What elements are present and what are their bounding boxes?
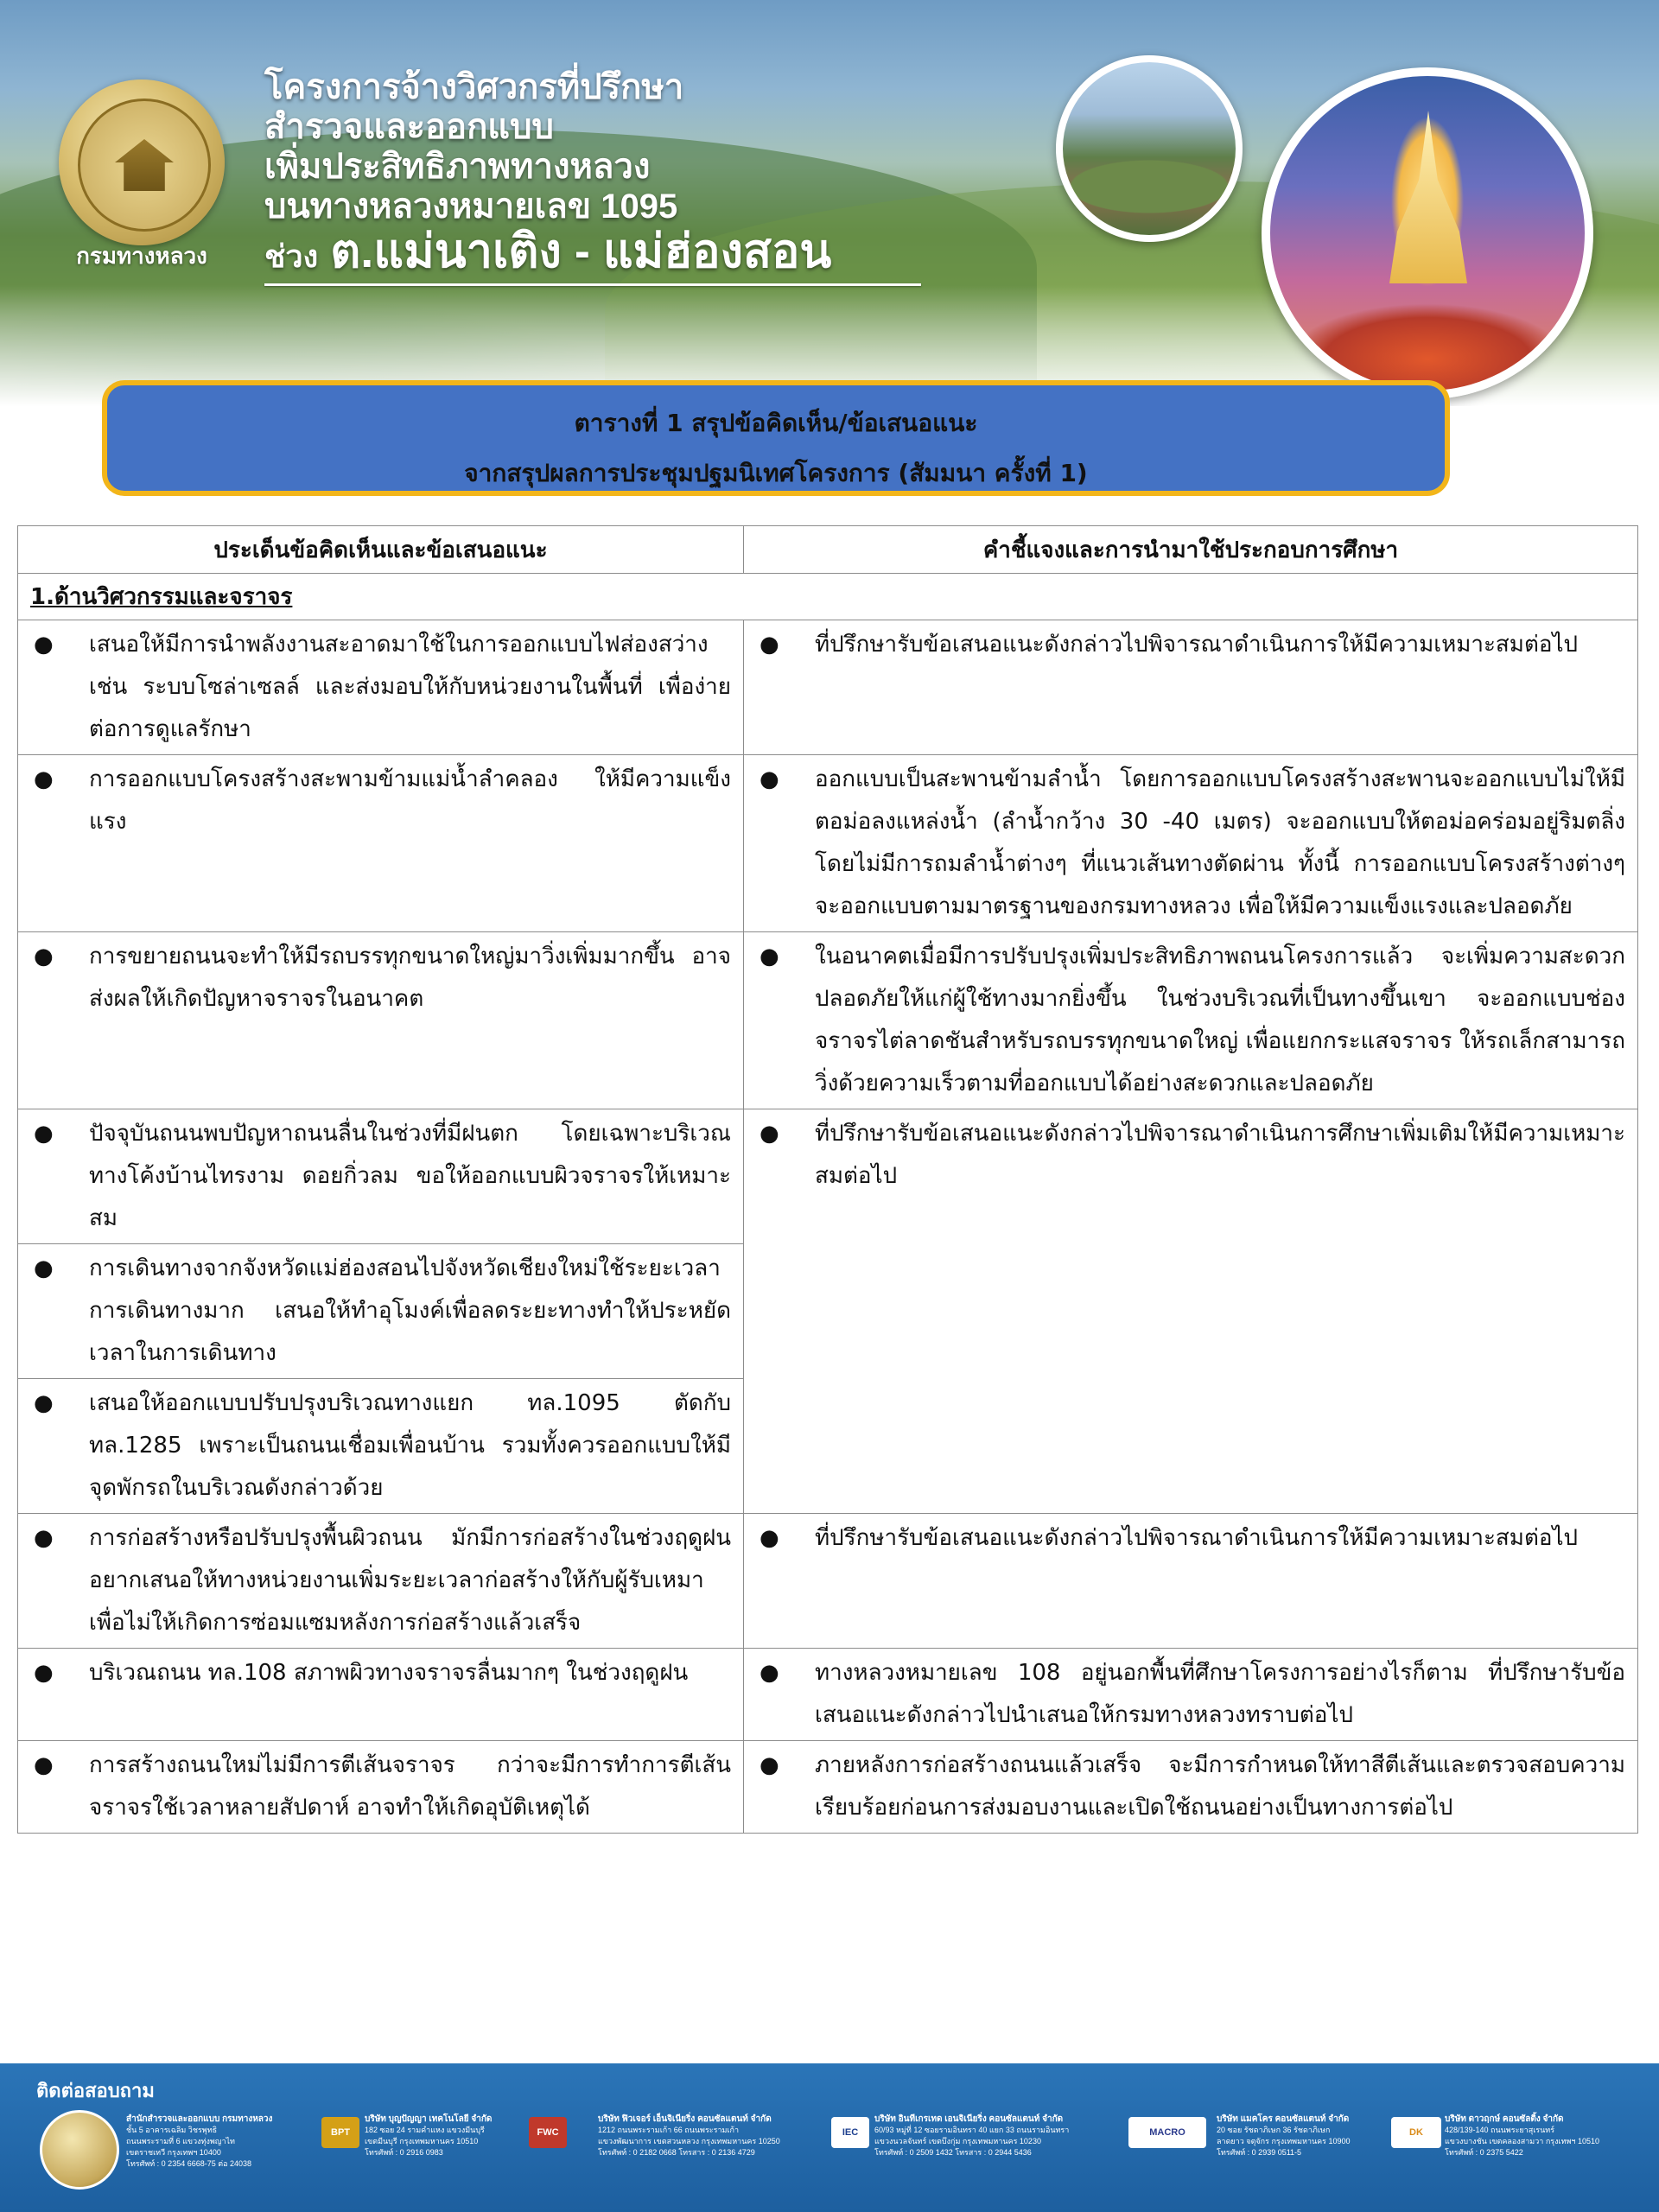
org-phone: โทรศัพท์ : 0 2509 1432 โทรสาร : 0 2944 5436 xyxy=(874,2148,1032,2157)
bullet-icon: ● xyxy=(34,1525,54,1551)
bullet-icon: ● xyxy=(760,1121,779,1147)
department-name: กรมทางหลวง xyxy=(76,243,207,269)
response-text: ในอนาคตเมื่อมีการปรับปรุงเพิ่มประสิทธิภาพถนนโครงการแล้ว จะเพิ่มความสะดวกปลอดภัยให้แก่ผู้ใช้ทางมากยิ่งขึ้น ในช่วงบริเวณที่เป็นทางขึ้นเขา จะออกแบบช่องจราจรไต่ลาดชันสำหรับรถบรรทุกขนาดใหญ่ เพื่อแยกกระแสจราจร ให้รถเล็กสามารถวิ่งด้วยความเร็วตามที่ออกแบบได้อย่างสะดวกและปลอดภัย xyxy=(815,944,1625,1096)
org-name: บริษัท ดาวฤกษ์ คอนซัลติ้ง จำกัด xyxy=(1445,2114,1564,2124)
issue-text: การสร้างถนนใหม่ไม่มีการตีเส้นจราจร กว่าจะมีการทำการตีเส้นจราจรใช้เวลาหลายสัปดาห์ อาจทำให้เกิดอุบัติเหตุได้ xyxy=(89,1752,731,1821)
title-underline xyxy=(264,283,921,286)
org-address-line: แขวงพัฒนาการ เขตสวนหลวง กรุงเทพมหานคร 10250 xyxy=(598,2137,780,2145)
issue-text: ปัจจุบันถนนพบปัญหาถนนลื่นในช่วงที่มีฝนตก โดยเฉพาะบริเวณทางโค้งบ้านไทรงาม ดอยกิ่วลม ขอให้ออกแบบผิวจราจรให้เหมาะสม xyxy=(89,1121,731,1231)
org-contact xyxy=(598,2113,814,2158)
issue-cell xyxy=(18,1649,744,1741)
caption-subtitle: จากสรุปผลการประชุมปฐมนิเทศโครงการ (สัมมนา ครั้งที่ 1) xyxy=(464,459,1088,487)
category-label: 1.ด้านวิศวกรรมและจราจร xyxy=(30,584,293,610)
bullet-icon: ● xyxy=(34,1255,54,1281)
comments-table xyxy=(17,525,1638,1834)
bullet-icon: ● xyxy=(34,1121,54,1147)
response-text: ออกแบบเป็นสะพานข้ามลำน้ำ โดยการออกแบบโครงสร้างสะพานจะออกแบบไม่ให้มีตอม่อลงแหล่งน้ำ (ลำน้ำกว้าง 30 -40 เมตร) จะออกแบบให้ตอม่อคร่อมอยู่ริมตลิ่ง โดยไม่มีการถมลำน้ำต่างๆ ที่แนวเส้นทางตัดผ่าน ทั้งนี้ การออกแบบโครงสร้างต่างๆ จะออกแบบตามมาตรฐานของกรมทางหลวง เพื่อให้มีความแข็งแรงและปลอดภัย xyxy=(815,766,1625,919)
org-name: บริษัท แมคโคร คอนซัลแตนท์ จำกัด xyxy=(1217,2114,1350,2124)
bullet-icon: ● xyxy=(34,1752,54,1778)
table-caption xyxy=(102,380,1450,496)
table-row xyxy=(18,1109,1638,1244)
org-address-line: 20 ซอย รัชดาภิเษก 36 รัชดาภิเษก xyxy=(1217,2126,1331,2134)
response-text: ที่ปรึกษารับข้อเสนอแนะดังกล่าวไปพิจารณาดำเนินการให้มีความเหมาะสมต่อไป xyxy=(815,632,1579,658)
response-cell xyxy=(744,755,1638,932)
section-title xyxy=(264,226,921,277)
org-phone: โทรศัพท์ : 0 2939 0511-5 xyxy=(1217,2148,1302,2157)
response-cell xyxy=(744,1514,1638,1649)
dk-logo: DK xyxy=(1391,2117,1441,2148)
issue-cell xyxy=(18,1109,744,1244)
column-header-responses: คำชี้แจงและการนำมาใช้ประกอบการศึกษา xyxy=(744,526,1638,574)
org-address-line: 182 ซอย 24 รามคำแหง แขวงมีนบุรี xyxy=(365,2126,485,2134)
org-contact xyxy=(126,2113,308,2170)
issue-text: การขยายถนนจะทำให้มีรถบรรทุกขนาดใหญ่มาวิ่งเพิ่มมากขึ้น อาจส่งผลให้เกิดปัญหาจราจรในอนาคต xyxy=(89,944,731,1012)
contact-footer xyxy=(0,2063,1659,2212)
org-name: บริษัท อินทีเกรเทด เอนจิเนียริ่ง คอนซัลแตนท์ จำกัด xyxy=(874,2114,1064,2124)
org-address-line: เขตราชเทวี กรุงเทพฯ 10400 xyxy=(126,2148,221,2157)
issue-text: เสนอให้ออกแบบปรับปรุงบริเวณทางแยก ทล.1095 ตัดกับ ทล.1285 เพราะเป็นถนนเชื่อมเพื่อนบ้าน รวมทั้งควรออกแบบให้มีจุดพักรถในบริเวณดังกล่าวด้วย xyxy=(89,1390,731,1501)
temple-photo xyxy=(1262,67,1593,399)
title-line: สำรวจและออกแบบ xyxy=(264,108,554,146)
header-banner xyxy=(0,0,1659,406)
org-address-line: ถนนพระรามที่ 6 แขวงทุ่งพญาไท xyxy=(126,2137,235,2145)
bullet-icon: ● xyxy=(760,1525,779,1551)
issue-cell xyxy=(18,620,744,755)
table-row xyxy=(18,755,1638,932)
org-address-line: แขวงบางชัน เขตคลองสามวา กรุงเทพฯ 10510 xyxy=(1445,2137,1600,2145)
section-prefix: ช่วง xyxy=(264,238,319,274)
iec-logo: IEC xyxy=(831,2117,869,2148)
response-cell xyxy=(744,1741,1638,1834)
bullet-icon: ● xyxy=(34,766,54,792)
org-phone: โทรศัพท์ : 0 2375 5422 xyxy=(1445,2148,1523,2157)
table-row xyxy=(18,1514,1638,1649)
org-name: บริษัท ฟิวเจอร์ เอ็นจิเนียริ่ง คอนซัลแตนท์ จำกัด xyxy=(598,2114,772,2124)
response-cell xyxy=(744,620,1638,755)
issue-cell xyxy=(18,755,744,932)
issue-cell xyxy=(18,932,744,1109)
response-cell xyxy=(744,932,1638,1109)
bullet-icon: ● xyxy=(34,1660,54,1686)
response-cell xyxy=(744,1649,1638,1741)
caption-title: ตารางที่ 1 สรุปข้อคิดเห็น/ข้อเสนอแนะ xyxy=(574,409,978,437)
response-cell xyxy=(744,1109,1638,1514)
table-row xyxy=(18,932,1638,1109)
bullet-icon: ● xyxy=(760,1660,779,1686)
org-address-line: 60/93 หมู่ที่ 12 ซอยรามอินทรา 40 แยก 33 ถนนรามอินทรา xyxy=(874,2126,1070,2134)
table-header-row xyxy=(18,526,1638,574)
org-phone: โทรศัพท์ : 0 2182 0668 โทรสาร : 0 2136 4729 xyxy=(598,2148,755,2157)
table-row xyxy=(18,620,1638,755)
bullet-icon: ● xyxy=(760,944,779,969)
section-name: ต.แม่นาเติง - แม่ฮ่องสอน xyxy=(330,226,832,277)
category-cell xyxy=(18,574,1638,620)
issue-cell xyxy=(18,1514,744,1649)
issue-text: การก่อสร้างหรือปรับปรุงพื้นผิวถนน มักมีการก่อสร้างในช่วงฤดูฝน อยากเสนอให้ทางหน่วยงานเพิ่มระยะเวลาก่อสร้างให้กับผู้รับเหมา เพื่อไม่ให้เกิดการซ่อมแซมหลังการก่อสร้างแล้วเสร็จ xyxy=(89,1525,731,1636)
org-contact xyxy=(1445,2113,1643,2158)
org-contact xyxy=(365,2113,520,2158)
category-row xyxy=(18,574,1638,620)
department-seal-logo xyxy=(40,2110,119,2190)
issue-cell xyxy=(18,1379,744,1514)
org-contact xyxy=(1217,2113,1389,2158)
org-phone: โทรศัพท์ : 0 2354 6668-75 ต่อ 24038 xyxy=(126,2159,252,2168)
org-address-line: 1212 ถนนพระรามเก้า 66 ถนนพระรามเก้า xyxy=(598,2126,740,2134)
bullet-icon: ● xyxy=(760,632,779,658)
pagoda-shape xyxy=(1389,111,1467,283)
org-name: บริษัท บุญปัญญา เทคโนโลยี จำกัด xyxy=(365,2114,493,2124)
org-address-line: เขตมีนบุรี กรุงเทพมหานคร 10510 xyxy=(365,2137,479,2145)
table-row xyxy=(18,1649,1638,1741)
table-row xyxy=(18,1741,1638,1834)
bullet-icon: ● xyxy=(34,632,54,658)
bullet-icon: ● xyxy=(760,1752,779,1778)
response-text: ที่ปรึกษารับข้อเสนอแนะดังกล่าวไปพิจารณาดำเนินการให้มีความเหมาะสมต่อไป xyxy=(815,1525,1579,1551)
bullet-icon: ● xyxy=(760,766,779,792)
org-phone: โทรศัพท์ : 0 2916 0983 xyxy=(365,2148,443,2157)
macro-logo: MACRO xyxy=(1128,2117,1206,2148)
title-line: เพิ่มประสิทธิภาพทางหลวง xyxy=(264,148,651,186)
issue-text: เสนอให้มีการนำพลังงานสะอาดมาใช้ในการออกแบบไฟส่องสว่าง เช่น ระบบโซล่าเซลล์ และส่งมอบให้กับหน่วยงานในพื้นที่ เพื่อง่ายต่อการดูแลรักษา xyxy=(89,632,731,742)
org-address-line: ลาดยาว จตุจักร กรุงเทพมหานคร 10900 xyxy=(1217,2137,1351,2145)
title-line: บนทางหลวงหมายเลข 1095 xyxy=(264,188,678,226)
department-seal-logo xyxy=(59,79,225,245)
bullet-icon: ● xyxy=(34,944,54,969)
issue-text: การออกแบบโครงสร้างสะพามข้ามแม่น้ำลำคลอง ให้มีความแข็งแรง xyxy=(89,766,731,835)
issue-cell xyxy=(18,1741,744,1834)
fwc-logo: FWC xyxy=(529,2117,567,2148)
issue-text: บริเวณถนน ทล.108 สภาพผิวทางจราจรลื่นมากๆ ในช่วงฤดูฝน xyxy=(89,1660,689,1686)
project-title xyxy=(264,67,921,286)
village-photo xyxy=(1056,55,1243,242)
org-address-line: 428/139-140 ถนนพระยาสุเรนทร์ xyxy=(1445,2126,1555,2134)
response-text: ที่ปรึกษารับข้อเสนอแนะดังกล่าวไปพิจารณาดำเนินการศึกษาเพิ่มเติมให้มีความเหมาะสมต่อไป xyxy=(815,1121,1625,1189)
title-line: โครงการจ้างวิศวกรที่ปรึกษา xyxy=(264,68,684,106)
issue-cell xyxy=(18,1244,744,1379)
response-text: ทางหลวงหมายเลข 108 อยู่นอกพื้นที่ศึกษาโครงการอย่างไรก็ตาม ที่ปรึกษารับข้อเสนอแนะดังกล่าวไปนำเสนอให้กรมทางหลวงทราบต่อไป xyxy=(815,1660,1625,1728)
bullet-icon: ● xyxy=(34,1390,54,1416)
org-address-line: แขวงนวลจันทร์ เขตบึงกุ่ม กรุงเทพมหานคร 10230 xyxy=(874,2137,1041,2145)
column-header-issues: ประเด็นข้อคิดเห็นและข้อเสนอแนะ xyxy=(18,526,744,574)
bpt-logo: BPT xyxy=(321,2117,359,2148)
org-address-line: ชั้น 5 อาคารเฉลิม วิชรพุทธิ xyxy=(126,2126,218,2134)
org-name: สำนักสำรวจและออกแบบ กรมทางหลวง xyxy=(126,2114,273,2124)
issue-text: การเดินทางจากจังหวัดแม่ฮ่องสอนไปจังหวัดเชียงใหม่ใช้ระยะเวลาการเดินทางมาก เสนอให้ทำอุโมงค์เพื่อลดระยะทางทำให้ประหยัดเวลาในการเดินทาง xyxy=(89,1255,731,1366)
org-contact xyxy=(874,2113,1116,2158)
footer-title: ติดต่อสอบถาม xyxy=(36,2080,155,2101)
response-text: ภายหลังการก่อสร้างถนนแล้วเสร็จ จะมีการกำหนดให้ทาสีตีเส้นและตรวจสอบความเรียบร้อยก่อนการส่งมอบงานและเปิดใช้ถนนอย่างเป็นทางการต่อไป xyxy=(815,1752,1625,1821)
